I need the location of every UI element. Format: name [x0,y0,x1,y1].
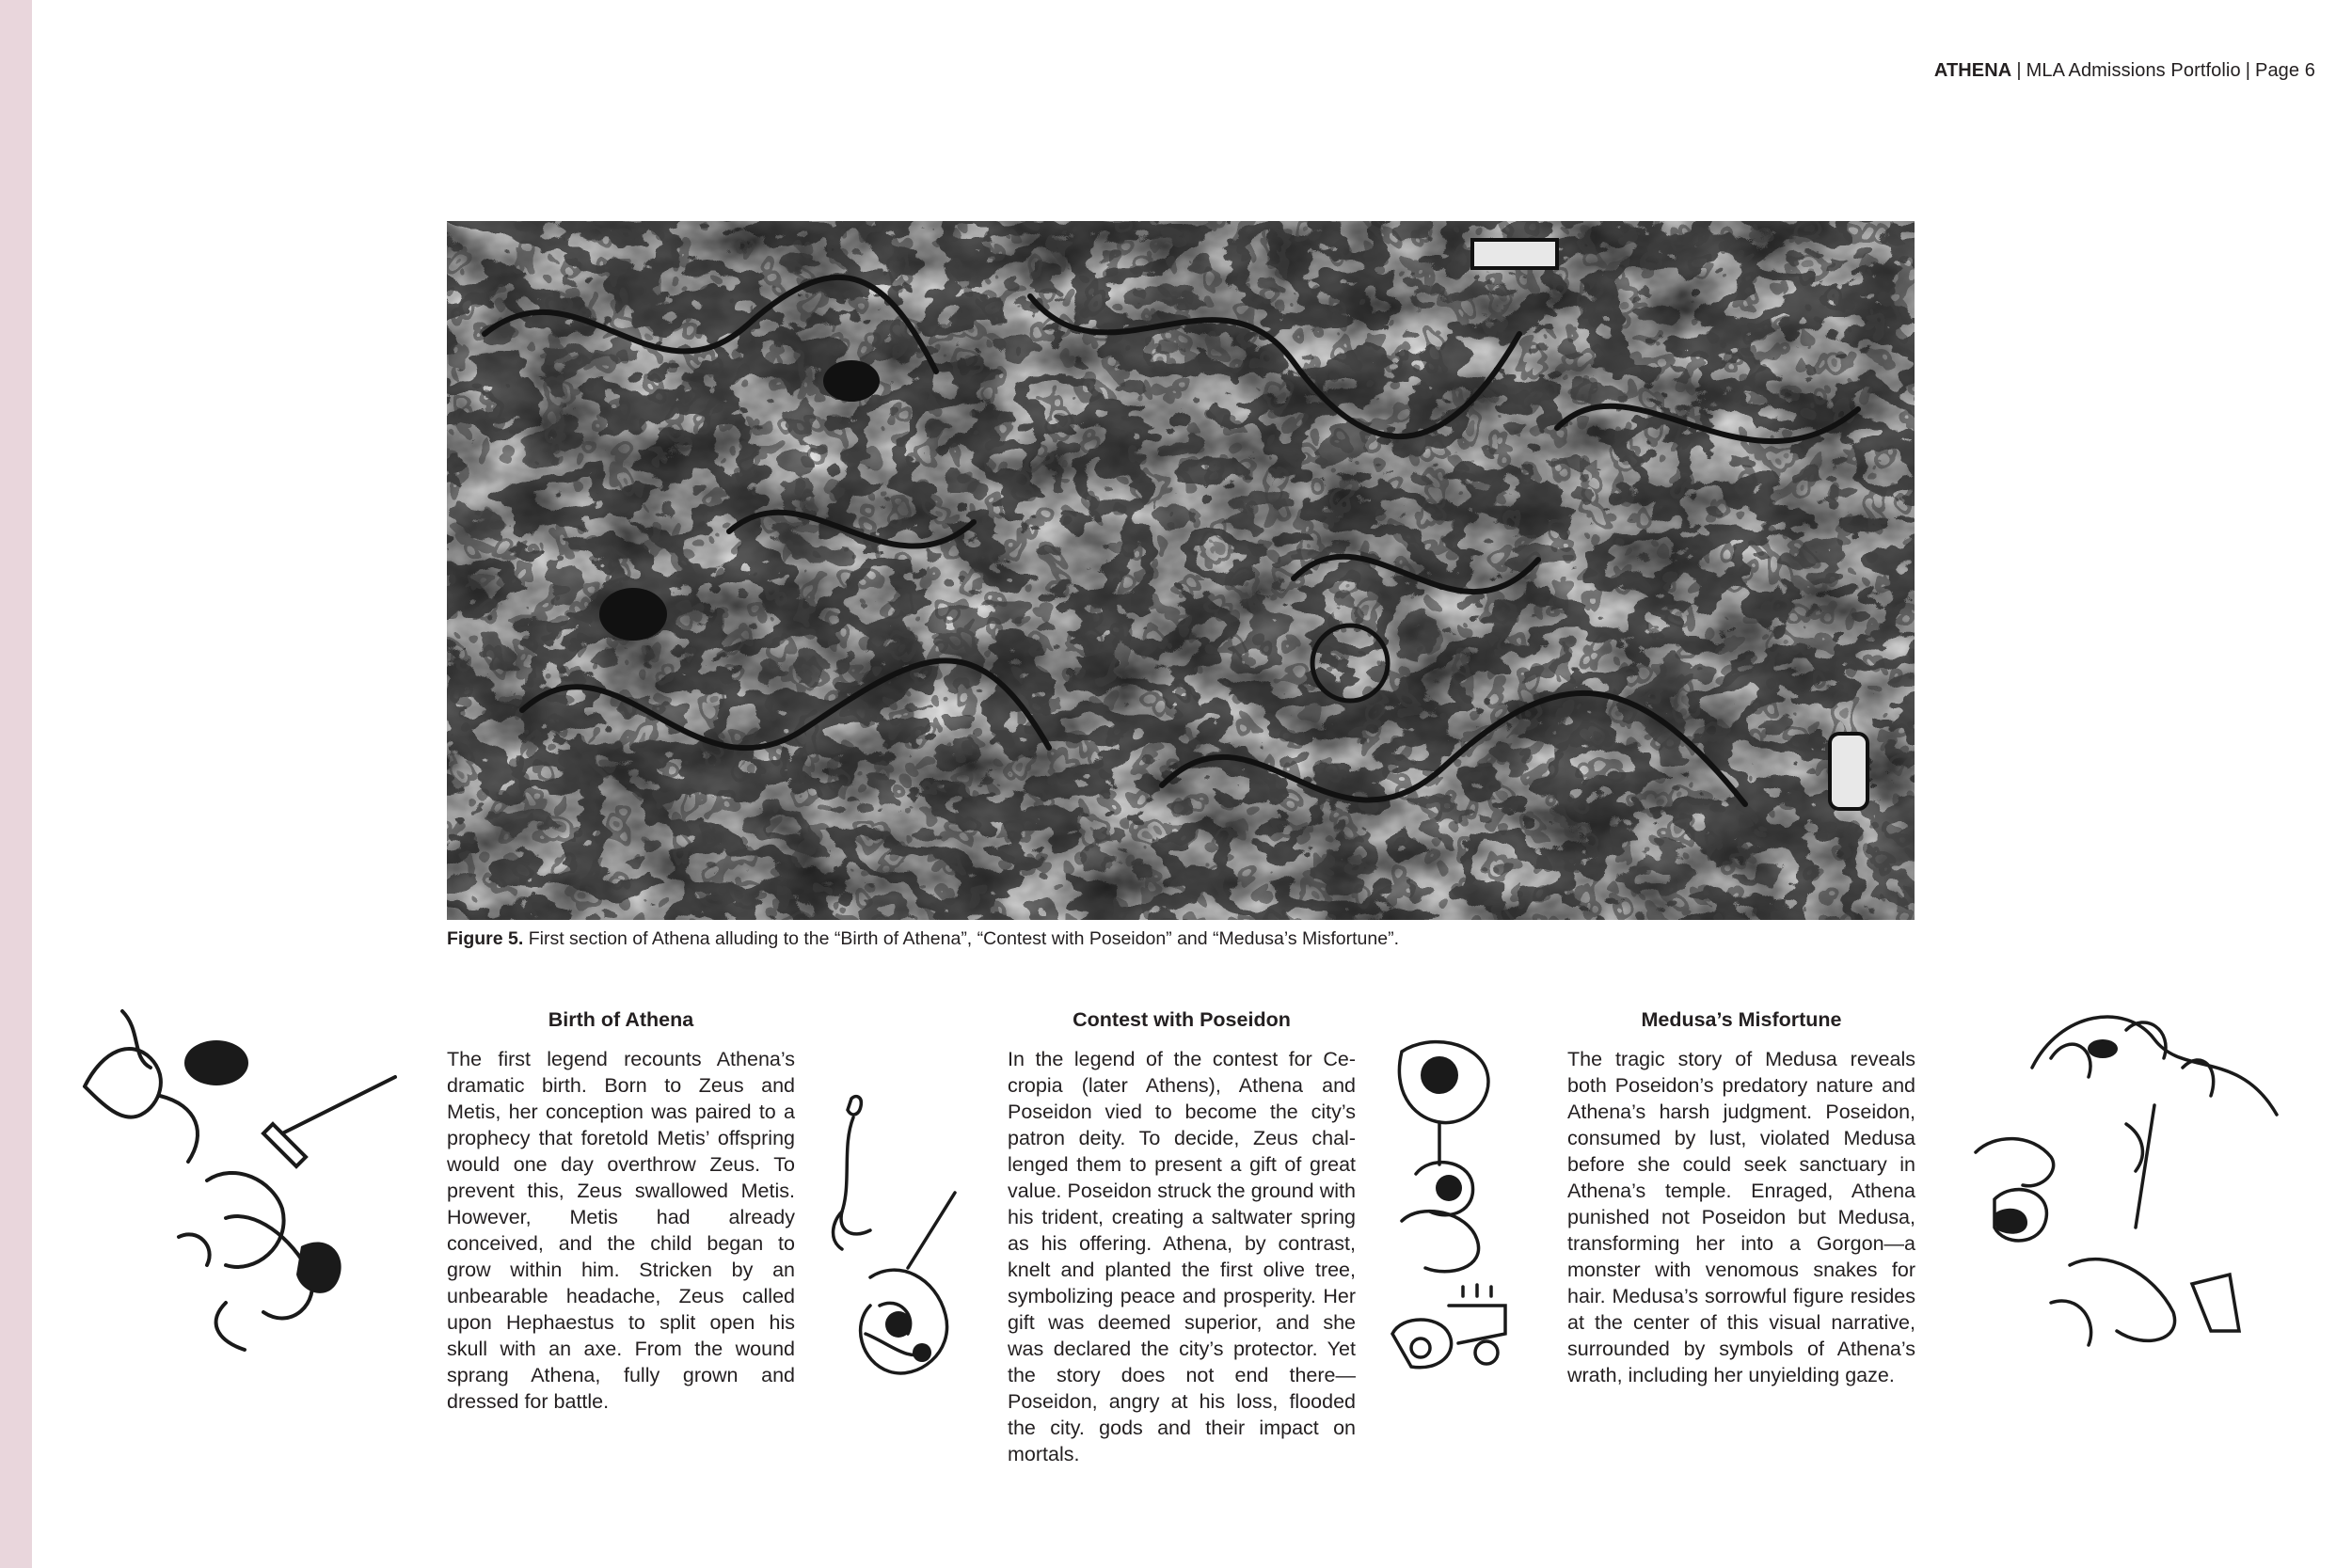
column-title-birth: Birth of Athena [548,1008,694,1031]
header-separator: | [2016,60,2022,81]
column-body-medusa: The tragic story of Medusa reveals both Poseidon’s predatory nature and Athena’s harsh judgment. Poseidon, consumed by lust, violated Medusa before she could seek sanctuary in Athena’s temple. Enraged, Athena punished not Poseidon but Medusa, transforming her into a Gorgon—a monster with venomous snakes for hair. Medusa’s sorrowful figure resides at the center of this visual narrative, surrounded by symbols of Athena’s wrath, including her unyielding gaze. [1567,1048,1915,1386]
column-birth-of-athena [447,1007,795,1415]
column-title-contest: Contest with Poseidon [1073,1008,1291,1031]
figure-caption [447,928,1952,950]
header-subtitle: MLA Admissions Portfolio [2026,60,2241,81]
zeus-head-axe-sketch-icon [66,992,414,1359]
column-title-medusa: Medusa’s Misfortune [1641,1008,1842,1031]
figure-caption-text: First section of Athena alluding to the “Birth of Athena”, “Contest with Poseidon” and “Medusa’s Misfortune”. [528,928,1399,949]
column-contest-with-poseidon [1008,1007,1356,1467]
header-page-number: Page 6 [2255,60,2315,81]
header-project-title: ATHENA [1933,60,2012,81]
column-body-contest: In the legend of the contest for Cecropia (later Athens), Athena and Poseidon vied to become the city’s patron deity. To decide, Zeus challenged them to present a gift of great value. Poseidon struck the ground with his trident, creating a saltwater spring as his offering. Athena, by contrast, knelt and planted the first olive tree, symbolizing peace and prosperity. Her gift was deemed superior, and she was declared the city’s protector. Yet the story does not end there—Poseidon, angry at his loss, flooded the city. gods and their impact on mortals. [1008,1048,1356,1465]
side-color-band [0,0,32,1568]
figure-artwork [447,221,1915,920]
figure-caption-label: Figure 5. [447,928,524,949]
artwork-ink-drawing [447,221,1915,920]
medusa-gorgon-sketch-icon [1938,992,2286,1359]
sketch-poseidon-symbols [1374,1033,1515,1400]
sketch-birth-of-athena [66,992,414,1359]
sketch-kneeling-athena [814,1089,964,1390]
kneeling-figure-sketch-icon [814,1089,964,1390]
sketch-medusa [1938,992,2286,1359]
column-medusas-misfortune [1567,1007,1915,1388]
trident-chariot-sketch-icon [1374,1033,1515,1400]
page-header [1934,60,2315,82]
column-body-birth: The first legend recounts Athena’s dramatic birth. Born to Zeus and Metis, her conception was paired to a prophecy that foretold Metis’ offspring would one day overthrow Zeus. To prevent this, Zeus swallowed Metis. However, Metis had already conceived, and the child began to grow within him. Stricken by an unbearable headache, Zeus called upon Hephaestus to split open his skull with an axe. From the wound sprang Athena, fully grown and dressed for battle. [447,1048,795,1413]
header-separator-2: | [2245,60,2250,81]
